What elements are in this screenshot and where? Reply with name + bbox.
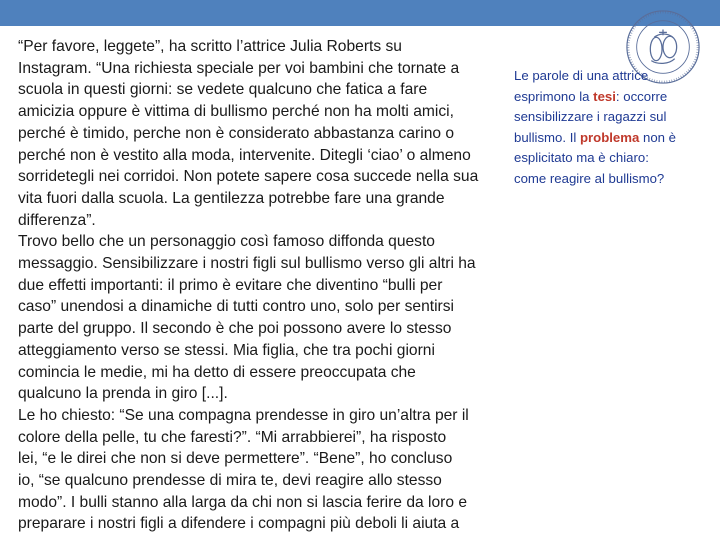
text-line: due effetti importanti: il primo è evitare che diventino “bulli per (18, 276, 443, 294)
text-line: perché è timido, perche non è considerato abbastanza carino o (18, 124, 455, 142)
top-bar (0, 0, 720, 26)
text-line: perché non è vestito alla moda, intervenite. Ditegli ‘ciao’ o almeno (18, 146, 471, 164)
side-note-line: come reagire al bullismo? (514, 170, 665, 186)
side-note-text: non è (639, 129, 676, 145)
text-line: io, “se qualcuno prendesse di mira te, devi reagire allo stesso (18, 472, 442, 490)
side-note-line: sensibilizzare i ragazzi sul (514, 109, 667, 125)
keyword-tesi: tesi (593, 88, 616, 104)
text-line: modo”. I bulli stanno alla larga da chi non si lascia ferire da loro e (18, 493, 467, 511)
side-note-text: bullismo. Il (514, 129, 580, 145)
side-note (514, 66, 714, 190)
text-line: differenza”. (18, 211, 96, 229)
side-note-line: Le parole di una attrice (514, 68, 649, 83)
text-line: lei, “e le direi che non si deve permettere”. “Bene”, ho concluso (18, 450, 453, 468)
text-line: vita fuori dalla scuola. La gentilezza potrebbe fare una grande (18, 189, 445, 207)
text-line: Instagram. “Una richiesta speciale per voi bambini che tornate a (18, 59, 460, 77)
text-line: caso” unendosi a dinamiche di tutti contro uno, solo per sentirsi (18, 298, 455, 316)
text-line: preparare i nostri figli a difendere i compagni più deboli li aiuta a (18, 515, 460, 533)
side-note-text: esprimono la (514, 88, 594, 104)
text-line: colore della pelle, tu che faresti?”. “Mi arrabbierei”, ha risposto (18, 428, 447, 446)
side-note-line: esplicitato ma è chiaro: (514, 150, 649, 166)
text-line: scuola in questi giorni: se vedete qualcuno che fatica a fare (18, 81, 428, 99)
text-line: Le ho chiesto: “Se una compagna prendesse in giro un’altra per il (18, 406, 469, 424)
text-line: qualcuno la prenda in giro [...]. (18, 385, 228, 403)
text-line: Trovo bello che un personaggio così famoso diffonda questo (18, 233, 435, 251)
text-line: messaggio. Sensibilizzare i nostri figli sul bullismo verso gli altri ha (18, 255, 476, 273)
text-line: amicizia oppure è vittima di bullismo perché non ha molti amici, (18, 103, 454, 121)
text-line: sorridetegli nei corridoi. Non potete sapere cosa succede nella sua (18, 168, 479, 186)
text-line: comincia le medie, mi ha detto di essere preoccupata che (18, 363, 416, 381)
text-line: parte del gruppo. Il secondo è che poi possono avere lo stesso (18, 320, 452, 338)
article-text (18, 36, 518, 535)
side-note-line (514, 87, 714, 108)
text-line: atteggiamento verso se stessi. Mia figlia, che tra pochi giorni (18, 341, 435, 359)
side-note-text: : occorre (615, 88, 668, 104)
keyword-problema: problema (579, 129, 640, 145)
side-note-line (514, 128, 714, 149)
text-line: “Per favore, leggete”, ha scritto l’attrice Julia Roberts su (18, 38, 402, 55)
